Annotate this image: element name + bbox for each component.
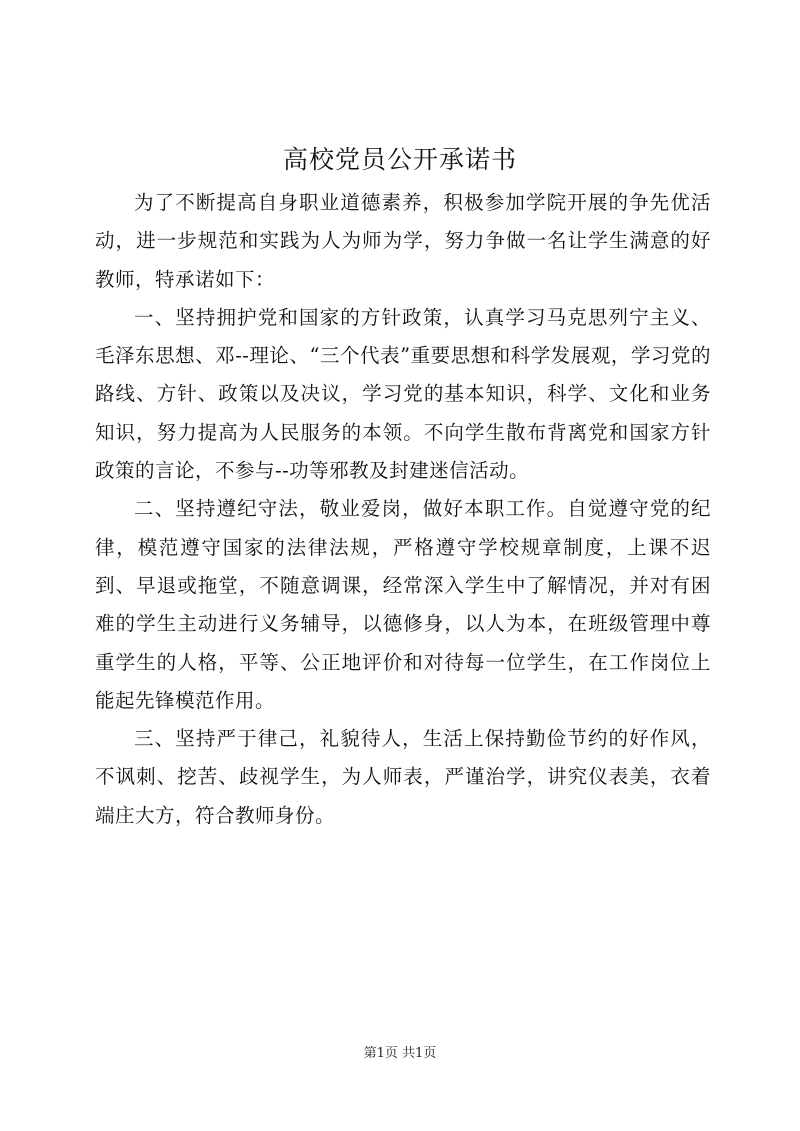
document-body <box>95 184 711 835</box>
commitment-paragraph-1: 一、坚持拥护党和国家的方针政策，认真学习马克思列宁主义、毛泽东思想、邓--理论、“三个代表”重要思想和科学发展观，学习党的路线、方针、政策以及决议，学习党的基本知识，科学、文化和业务知识，努力提高为人民服务的本领。不向学生散布背离党和国家方针政策的言论，不参与--功等邪教及封建迷信活动。 <box>95 305 711 483</box>
commitment-paragraph-2: 二、坚持遵纪守法，敬业爱岗，做好本职工作。自觉遵守党的纪律，模范遵守国家的法律法规，严格遵守学校规章制度，上课不迟到、早退或拖堂，不随意调课，经常深入学生中了解情况，并对有困难的学生主动进行义务辅导，以德修身，以人为本，在班级管理中尊重学生的人格，平等、公正地评价和对待每一位学生，在工作岗位上能起先锋模范作用。 <box>95 497 711 712</box>
page-number-footer: 第1页 共1页 <box>363 1046 437 1061</box>
document-title: 高校党员公开承诺书 <box>282 145 517 174</box>
commitment-paragraph-3: 三、坚持严于律己，礼貌待人，生活上保持勤俭节约的好作风，不讽刺、挖苦、歧视学生，为人师表，严谨治学，讲究仪表美，衣着端庄大方，符合教师身份。 <box>95 727 711 827</box>
intro-paragraph: 为了不断提高自身职业道德素养，积极参加学院开展的争先优活动，进一步规范和实践为人为师为学，努力争做一名让学生满意的好教师，特承诺如下： <box>95 191 711 291</box>
